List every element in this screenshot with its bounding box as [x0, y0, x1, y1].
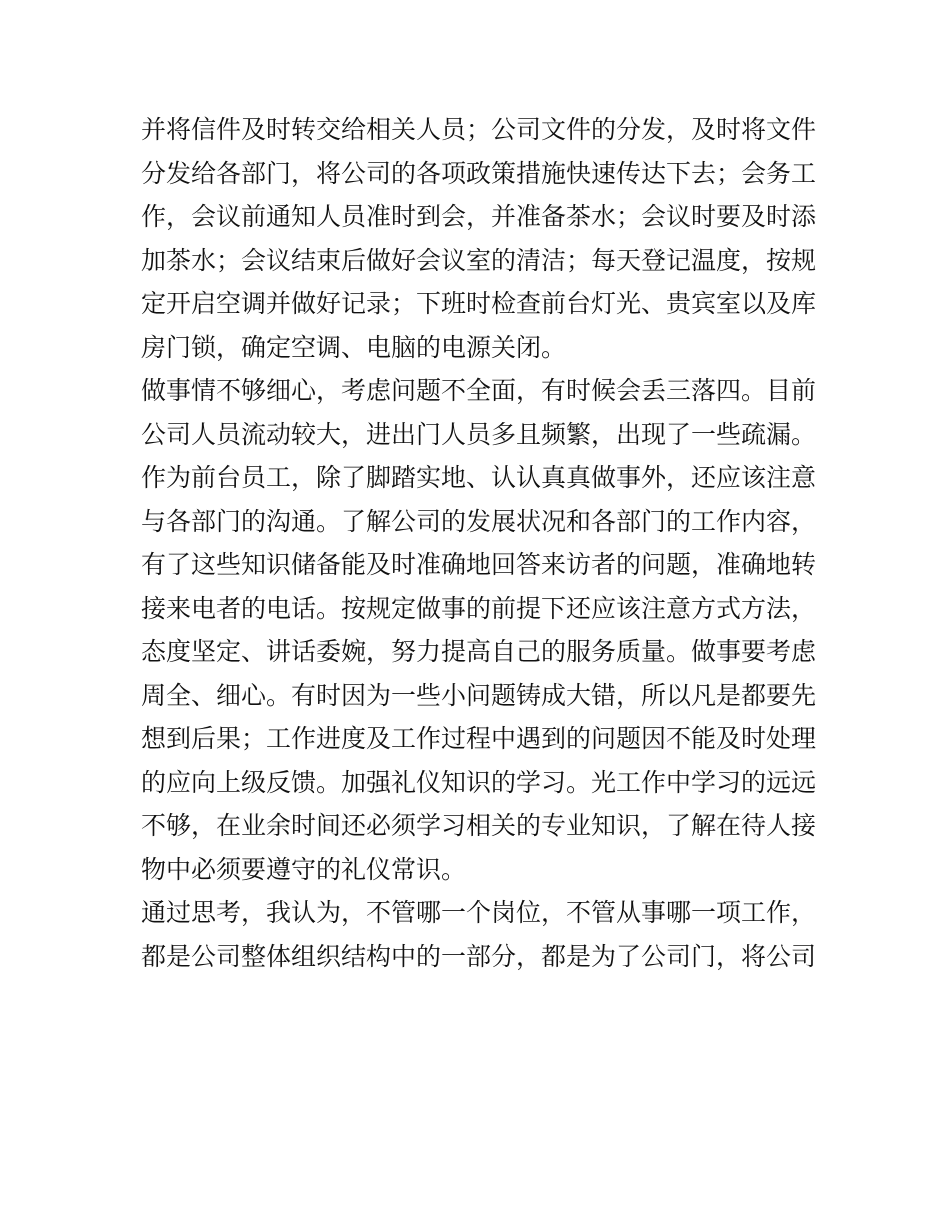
paragraph-3	[141, 891, 816, 978]
text-line: 作为前台员工，除了脚踏实地、认认真真做事外，还应该注意	[141, 463, 816, 492]
text-line: 并将信件及时转交给相关人员；公司文件的分发，及时将文件	[141, 115, 816, 144]
text-line: 想到后果；工作进度及工作过程中遇到的问题因不能及时处理	[141, 724, 816, 753]
text-line: 房门锁，确定空调、电脑的电源关闭。	[141, 332, 567, 362]
text-line: 的应向上级反馈。加强礼仪知识的学习。光工作中学习的远远	[141, 767, 816, 797]
text-line: 加茶水；会议结束后做好会议室的清洁；每天登记温度，按规	[141, 245, 816, 275]
text-line: 做事情不够细心，考虑问题不全面，有时候会丢三落四。目前	[141, 376, 816, 405]
text-line: 分发给各部门，将公司的各项政策措施快速传达下去；会务工	[141, 158, 816, 188]
text-line: 有了这些知识储备能及时准确地回答来访者的问题，准确地转	[141, 550, 816, 579]
text-line: 与各部门的沟通。了解公司的发展状况和各部门的工作内容，	[141, 506, 816, 536]
text-line: 定开启空调并做好记录；下班时检查前台灯光、贵宾室以及库	[141, 289, 816, 318]
text-line: 都是公司整体组织结构中的一部分，都是为了公司门，将公司	[141, 941, 816, 971]
text-line: 态度坚定、讲话委婉，努力提高自己的服务质量。做事要考虑	[141, 637, 816, 666]
text-line: 接来电者的电话。按规定做事的前提下还应该注意方式方法，	[141, 593, 816, 623]
text-line: 物中必须要遵守的礼仪常识。	[141, 854, 467, 884]
text-line: 作，会议前通知人员准时到会，并准备茶水；会议时要及时添	[141, 202, 816, 231]
text-line: 公司人员流动较大，进出门人员多且频繁，出现了一些疏漏。	[141, 419, 816, 449]
document-body	[141, 108, 816, 978]
paragraph-1	[141, 108, 816, 369]
text-line: 通过思考，我认为，不管哪一个岗位，不管从事哪一项工作，	[141, 898, 816, 927]
text-line: 不够，在业余时间还必须学习相关的专业知识，了解在待人接	[141, 811, 816, 840]
paragraph-2	[141, 369, 816, 891]
text-line: 周全、细心。有时因为一些小问题铸成大错，所以凡是都要先	[141, 680, 816, 710]
